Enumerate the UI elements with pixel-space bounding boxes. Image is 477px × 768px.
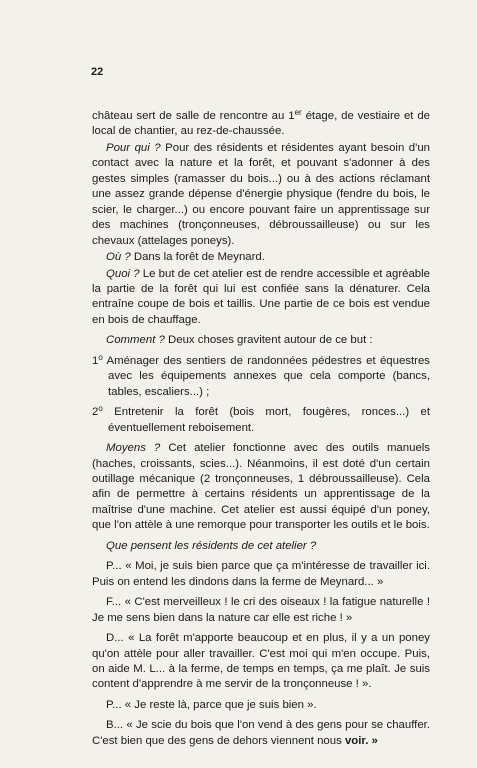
list-number-2: 2 <box>92 406 99 419</box>
quote-p2: P... « Je reste là, parce que je suis bien ». <box>106 698 317 711</box>
list-number-1: 1 <box>92 354 99 367</box>
lead-comment: Comment ? <box>106 334 165 347</box>
superscript-er: er <box>294 108 302 117</box>
paragraph-intro-pre: château sert de salle de rencontre au 1 <box>92 110 295 122</box>
quote-b <box>92 718 430 749</box>
text-pour-qui: Pour des résidents et résidentes ayant besoin d'un contact avec la nature et la forêt, et pouvant s'adonner à des gestes simples (ramasser du bois...) ou à des actions réclamant une assez grande dépense d'énergie physique (fendre du bois, le scier, le charger...) ou encore pouvant faire un apprentissage sur des machines (tronçonneuses, débroussailleuse) ou sur les chevaux (attelages poneys). <box>92 141 430 247</box>
paragraph-pour-qui <box>92 141 430 249</box>
paragraph-intro <box>92 109 430 140</box>
paragraph-comment <box>92 333 430 348</box>
question-heading: Que pensent les résidents de cet atelier ? <box>106 539 317 552</box>
page-number: 22 <box>91 66 104 78</box>
lead-ou: Où ? <box>106 251 131 264</box>
paragraph-quoi <box>92 267 430 329</box>
text-comment: Deux choses gravitent autour de ce but : <box>164 334 373 347</box>
list-item-1 <box>92 354 430 400</box>
list-ordinal-1: o <box>98 352 103 362</box>
text-ou: Dans la forêt de Meynard. <box>130 251 265 264</box>
list-text-1: Aménager des sentiers de randonnées pédestres et équestres avec les équipements annexes que cela comporte (bancs, tables, escaliers...) ; <box>102 354 430 398</box>
list-text-2: Entretenir la forêt (bois mort, fougères, ronces...) et éventuellement reboisement. <box>102 406 430 434</box>
paragraph-intro-post: étage, de vestiaire et de local de chantier, au rez-de-chaussée. <box>92 110 430 138</box>
lead-quoi: Quoi ? <box>106 267 140 280</box>
lead-pour-qui: Pour qui ? <box>106 141 161 154</box>
quote-p1: P... « Moi, je suis bien parce que ça m'intéresse de travailler ici. Puis on entend les dindons dans la ferme de Meynard... » <box>92 560 430 588</box>
quote-d: D... « La forêt m'apporte beaucoup et en plus, il y a un poney qu'on attèle pour aller travailler. C'est moi qui m'en occupe. Puis, on aide M. L... à la ferme, de temps en temps, ça me plaît. Je suis content d'apprendre à me servir de la tronçonneuse ! ». <box>92 632 430 691</box>
text-moyens: Cet atelier fonctionne avec des outils manuels (haches, croissants, scies...). Néanmoins, il est doté d'un certain outillage mécanique (2 tronçonneuses, 1 débroussailleuse). Cela afin de permettre à certains résidents un apprentissage de la maîtrise d'une machine. Cet atelier est aussi équipé d'un poney, que l'on attèle à une remorque pour transporter les outils et le bois. <box>92 442 430 532</box>
body-text <box>92 109 430 754</box>
paragraph-moyens <box>92 441 430 534</box>
list-item-2 <box>92 405 430 436</box>
quote-b-text: B... « Je scie du bois que l'on vend à des gens pour se chauffer. C'est bien que des gens de dehors viennent nous <box>92 719 430 747</box>
text-quoi: Le but de cet atelier est de rendre accessible et agréable la partie de la forêt qui lui est confiée sans la dénaturer. Cela entraîne coupe de bois et taillis. Une partie de ce bois est vendue en bois de chauffage. <box>92 267 431 326</box>
paragraph-ou <box>92 250 430 265</box>
list-ordinal-2: o <box>98 404 103 414</box>
quote-f: F... « C'est merveilleux ! le cri des oiseaux ! la fatigue naturelle ! Je me sens bien dans la nature car elle est riche ! » <box>92 596 430 624</box>
quote-b-end: voir. » <box>344 734 378 747</box>
lead-moyens: Moyens ? <box>106 442 161 455</box>
